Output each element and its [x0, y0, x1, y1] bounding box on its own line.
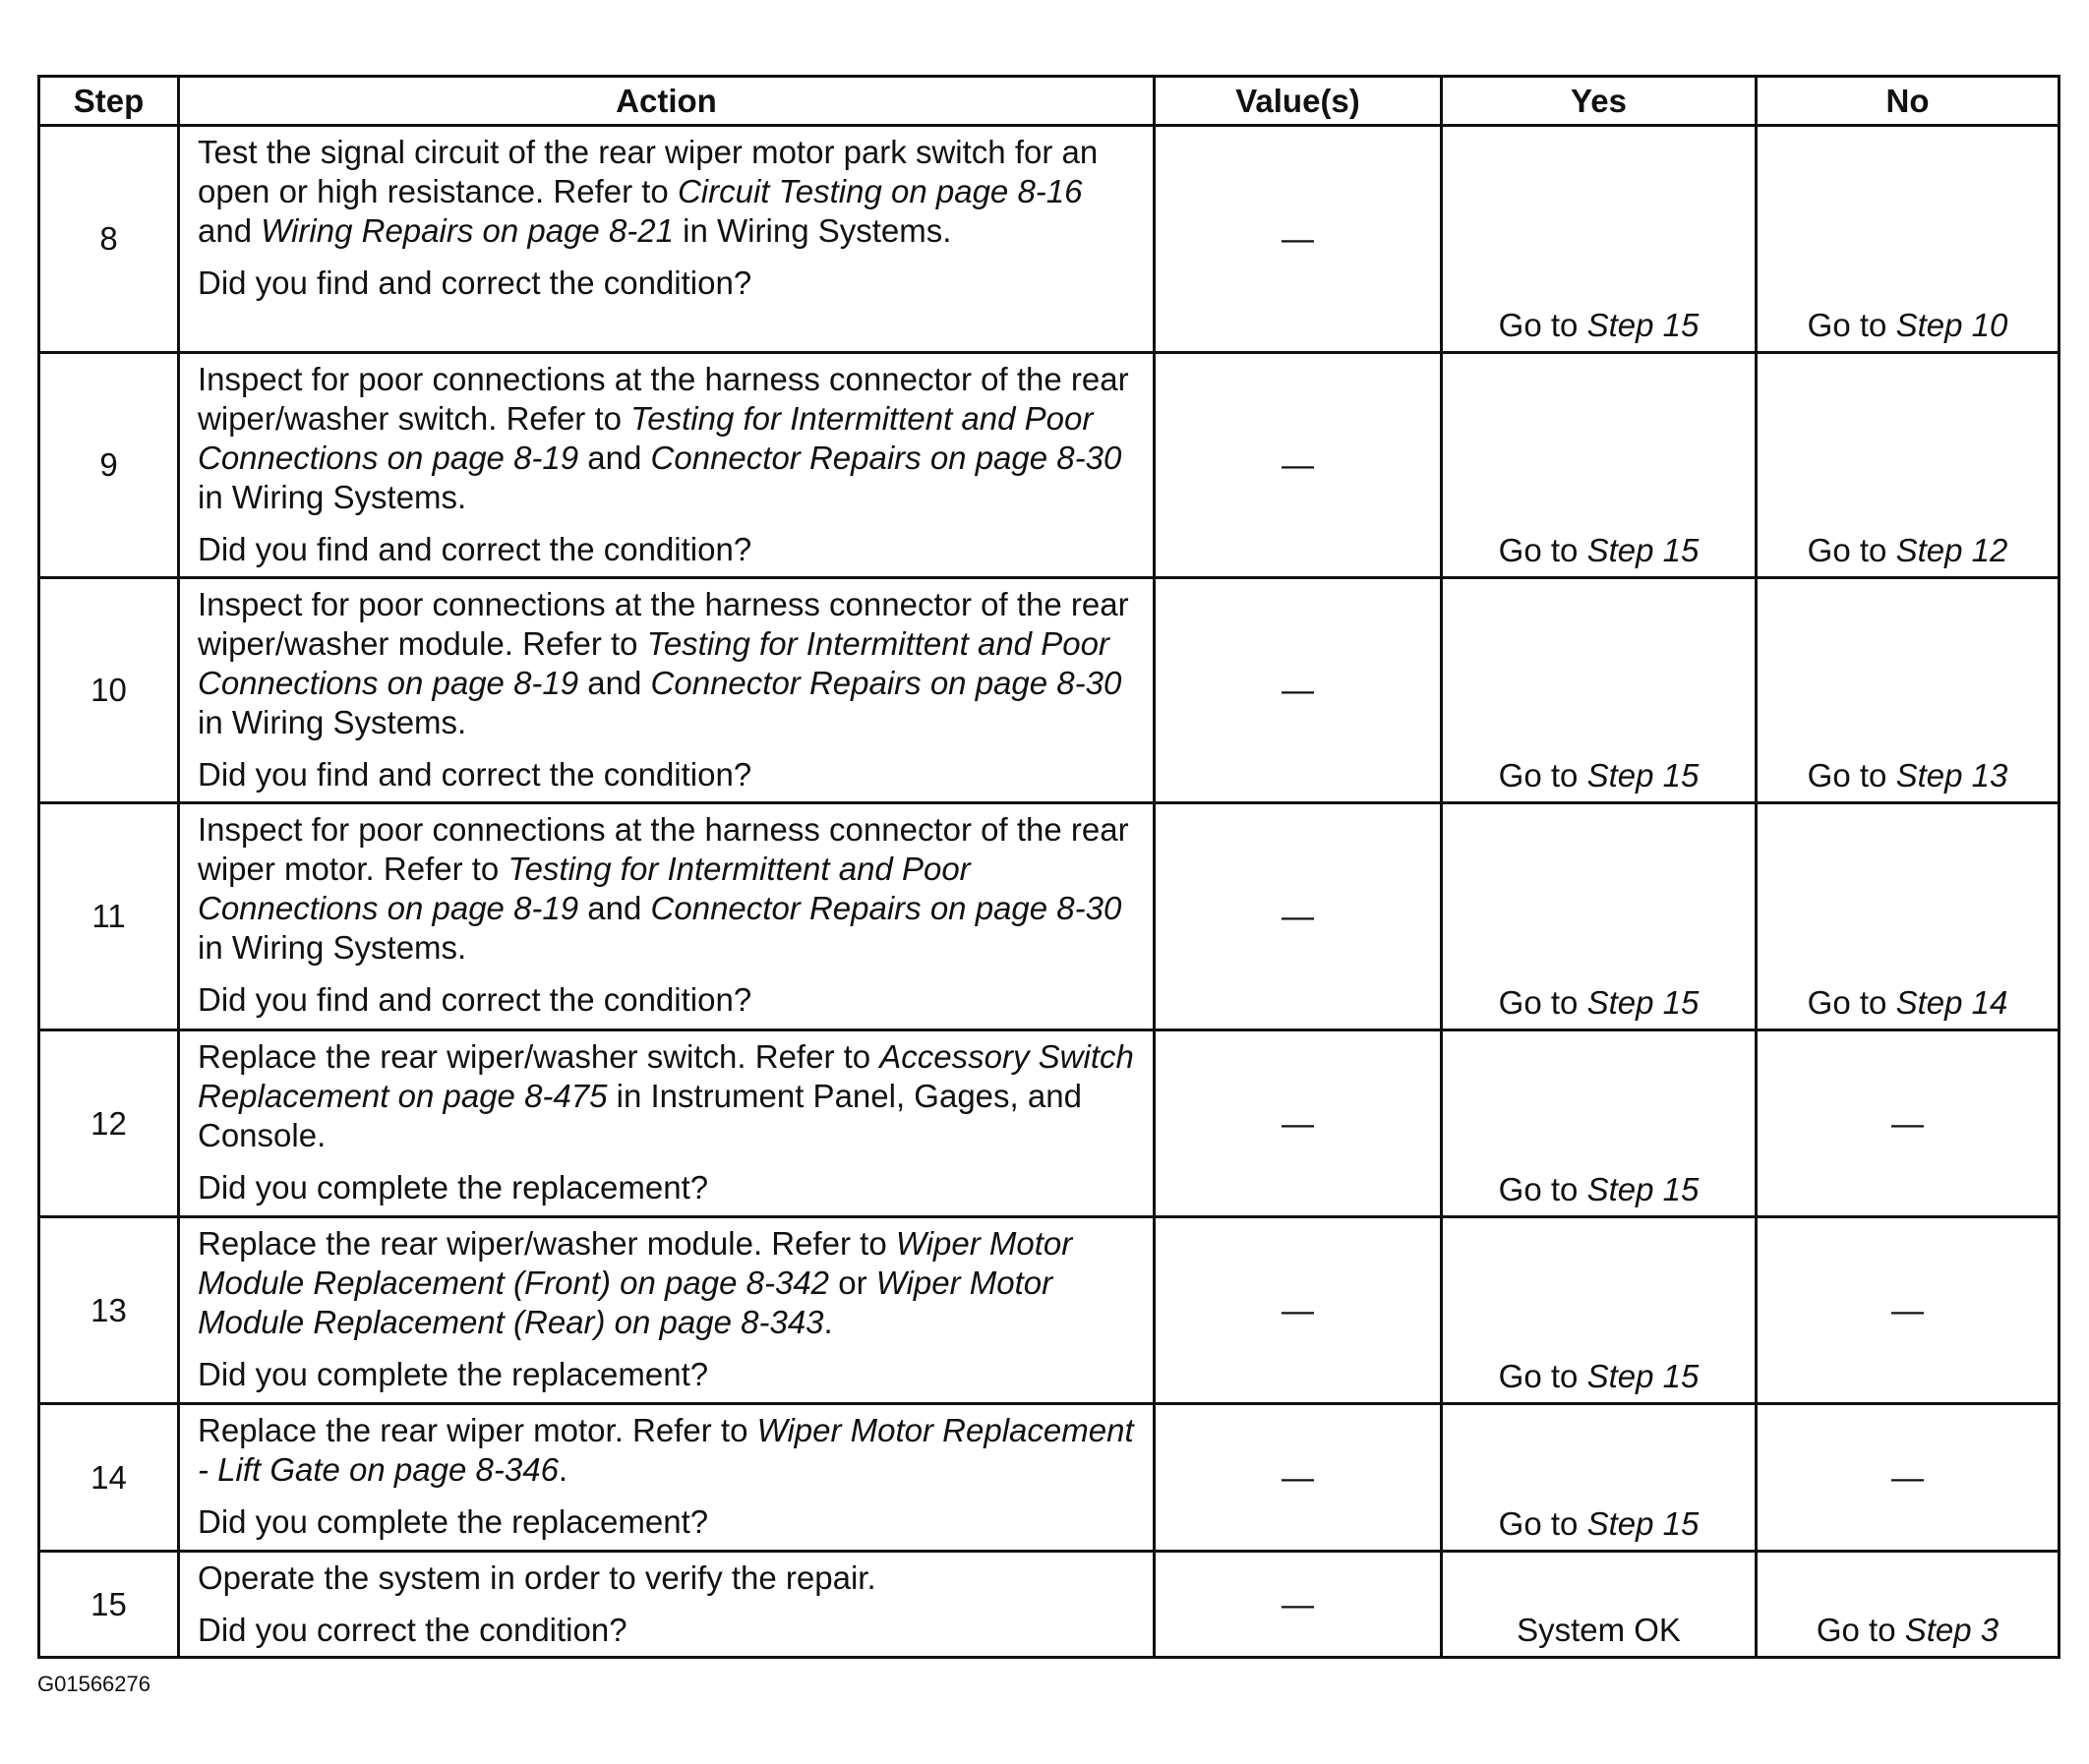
step-number: 8: [39, 126, 179, 353]
goto-prefix: Go to: [1498, 757, 1587, 794]
no-cell: [1757, 126, 2059, 353]
instruction-text: Inspect for poor connections at the harness connector of the rear wiper motor. Refer to: [198, 811, 1129, 887]
value-cell: —: [1155, 1552, 1442, 1658]
reference-text: Connector Repairs on page 8-30: [650, 665, 1122, 701]
goto-link: [1808, 532, 2008, 568]
instruction-text: Replace the rear wiper/washer module. Refer to: [198, 1225, 896, 1262]
action-question: Did you find and correct the condition?: [198, 756, 752, 793]
header-no: No: [1757, 77, 2059, 126]
yes-cell: [1442, 1404, 1757, 1552]
action-instruction: [198, 133, 1139, 251]
reference-text: Wiper Motor Module Replacement (Front) on page 8-342: [198, 1225, 1073, 1301]
table-row: [39, 578, 2059, 803]
step-number: 15: [39, 1552, 179, 1658]
goto-link: [1499, 1171, 1700, 1207]
reference-text: Testing for Intermittent and Poor Connections on page 8-19: [198, 625, 1109, 701]
step-number: 14: [39, 1404, 179, 1552]
reference-text: Circuit Testing on page 8-16: [677, 173, 1083, 209]
action-cell: [179, 126, 1155, 353]
no-cell: [1757, 1217, 2059, 1404]
goto-target: Step 3: [1904, 1612, 1999, 1648]
action-question: Did you find and correct the condition?: [198, 265, 752, 301]
action-cell: [179, 1030, 1155, 1217]
value-cell: —: [1155, 1217, 1442, 1404]
goto-prefix: Go to: [1498, 984, 1587, 1021]
goto-target: Step 13: [1895, 757, 2008, 794]
goto-link: [1499, 532, 1700, 568]
goto-link: [1808, 307, 2008, 343]
goto-prefix: Go to: [1498, 1171, 1587, 1207]
goto-target: Step 15: [1586, 1171, 1700, 1207]
value-cell: —: [1155, 803, 1442, 1030]
value-cell: —: [1155, 578, 1442, 803]
step-number: 12: [39, 1030, 179, 1217]
instruction-text: Operate the system in order to verify the repair.: [198, 1559, 876, 1596]
goto-target: Step 12: [1895, 532, 2008, 568]
instruction-text: and: [578, 890, 651, 926]
goto-link: [1808, 757, 2008, 794]
reference-text: Accessory Switch Replacement on page 8-475: [198, 1038, 1134, 1114]
yes-cell: [1442, 1217, 1757, 1404]
result-text: —: [1891, 1458, 1924, 1496]
action-question: Did you complete the replacement?: [198, 1169, 709, 1205]
action-instruction: [198, 1037, 1139, 1155]
instruction-text: in Wiring Systems.: [198, 479, 467, 515]
goto-target: Step 15: [1586, 532, 1700, 568]
no-cell: [1757, 1030, 2059, 1217]
value-cell: —: [1155, 353, 1442, 578]
goto-prefix: Go to: [1807, 532, 1896, 568]
no-cell: [1757, 1404, 2059, 1552]
diagnostic-table: [37, 75, 2060, 1659]
instruction-text: Test the signal circuit of the rear wiper motor park switch for an open or high resistance. Refer to: [198, 134, 1099, 209]
instruction-text: in Wiring Systems.: [674, 212, 952, 249]
goto-target: Step 15: [1586, 1358, 1700, 1394]
instruction-text: in Wiring Systems.: [198, 704, 467, 740]
goto-prefix: Go to: [1498, 307, 1587, 343]
step-number: 10: [39, 578, 179, 803]
no-cell: [1757, 1552, 2059, 1658]
goto-prefix: Go to: [1807, 307, 1896, 343]
instruction-text: and: [578, 665, 651, 701]
result-text: —: [1891, 1291, 1924, 1328]
yes-cell: [1442, 353, 1757, 578]
no-cell: [1757, 803, 2059, 1030]
goto-prefix: Go to: [1498, 1358, 1587, 1394]
table-row: [39, 1030, 2059, 1217]
goto-prefix: Go to: [1807, 984, 1896, 1021]
goto-link: [1808, 984, 2008, 1021]
yes-cell: [1442, 1030, 1757, 1217]
instruction-text: Replace the rear wiper motor. Refer to: [198, 1412, 757, 1448]
goto-target: Step 15: [1586, 1505, 1700, 1542]
goto-link: [1499, 1358, 1700, 1394]
figure-id: G01566276: [37, 1672, 150, 1696]
action-cell: [179, 1217, 1155, 1404]
instruction-text: in Wiring Systems.: [198, 929, 467, 966]
yes-cell: [1442, 126, 1757, 353]
step-number: 13: [39, 1217, 179, 1404]
instruction-text: Inspect for poor connections at the harness connector of the rear wiper/washer switch. Refer to: [198, 361, 1129, 437]
table-row: [39, 803, 2059, 1030]
goto-link: [1499, 307, 1700, 343]
result-text: —: [1891, 1104, 1924, 1142]
value-cell: —: [1155, 1030, 1442, 1217]
no-cell: [1757, 353, 2059, 578]
header-action: Action: [179, 77, 1155, 126]
goto-target: Step 15: [1586, 757, 1700, 794]
goto-prefix: Go to: [1498, 1505, 1587, 1542]
action-instruction: [198, 1558, 1139, 1598]
goto-target: Step 10: [1895, 307, 2008, 343]
action-instruction: [198, 810, 1139, 968]
reference-text: Testing for Intermittent and Poor Connections on page 8-19: [198, 851, 971, 926]
table-body: [39, 126, 2059, 1658]
value-cell: —: [1155, 126, 1442, 353]
reference-text: Testing for Intermittent and Poor Connections on page 8-19: [198, 400, 1094, 476]
step-number: 11: [39, 803, 179, 1030]
goto-prefix: Go to: [1816, 1612, 1905, 1648]
action-cell: [179, 578, 1155, 803]
goto-target: Step 14: [1895, 984, 2008, 1021]
action-instruction: [198, 1411, 1139, 1490]
header-step: Step: [39, 77, 179, 126]
action-question: Did you find and correct the condition?: [198, 531, 752, 567]
action-instruction: [198, 360, 1139, 517]
action-cell: [179, 1552, 1155, 1658]
goto-link: [1499, 757, 1700, 794]
table-row: [39, 126, 2059, 353]
goto-link: [1499, 1505, 1700, 1542]
instruction-text: .: [823, 1304, 833, 1340]
header-row: [39, 77, 2059, 126]
action-question: Did you correct the condition?: [198, 1612, 627, 1648]
action-instruction: [198, 1224, 1139, 1342]
goto-link: [1499, 984, 1700, 1021]
step-number: 9: [39, 353, 179, 578]
yes-cell: [1442, 578, 1757, 803]
table-row: [39, 1552, 2059, 1658]
reference-text: Connector Repairs on page 8-30: [650, 440, 1122, 476]
goto-prefix: Go to: [1498, 532, 1587, 568]
action-cell: [179, 353, 1155, 578]
instruction-text: Replace the rear wiper/washer switch. Refer to: [198, 1038, 880, 1075]
instruction-text: or: [829, 1264, 876, 1301]
action-instruction: [198, 585, 1139, 742]
reference-text: Wiper Motor Module Replacement (Rear) on page 8-343: [198, 1264, 1053, 1340]
table-row: [39, 1217, 2059, 1404]
yes-cell: [1442, 803, 1757, 1030]
result-text: System OK: [1517, 1612, 1681, 1648]
instruction-text: Inspect for poor connections at the harness connector of the rear wiper/washer module. Refer to: [198, 586, 1129, 662]
reference-text: Wiper Motor Replacement - Lift Gate on page 8-346: [198, 1412, 1134, 1488]
instruction-text: and: [578, 440, 651, 476]
table-row: [39, 1404, 2059, 1552]
reference-text: Connector Repairs on page 8-30: [650, 890, 1122, 926]
value-cell: —: [1155, 1404, 1442, 1552]
no-cell: [1757, 578, 2059, 803]
reference-text: Wiring Repairs on page 8-21: [261, 212, 675, 249]
header-yes: Yes: [1442, 77, 1757, 126]
action-question: Did you complete the replacement?: [198, 1356, 709, 1392]
goto-prefix: Go to: [1807, 757, 1896, 794]
goto-target: Step 15: [1586, 307, 1700, 343]
action-cell: [179, 1404, 1155, 1552]
action-question: Did you find and correct the condition?: [198, 981, 752, 1018]
header-values: Value(s): [1155, 77, 1442, 126]
instruction-text: in Instrument Panel, Gages, and Console.: [198, 1078, 1082, 1153]
action-question: Did you complete the replacement?: [198, 1503, 709, 1540]
goto-link: [1817, 1612, 1999, 1648]
instruction-text: .: [558, 1451, 568, 1488]
action-cell: [179, 803, 1155, 1030]
yes-cell: [1442, 1552, 1757, 1658]
instruction-text: and: [198, 212, 262, 249]
table-row: [39, 353, 2059, 578]
goto-target: Step 15: [1586, 984, 1700, 1021]
